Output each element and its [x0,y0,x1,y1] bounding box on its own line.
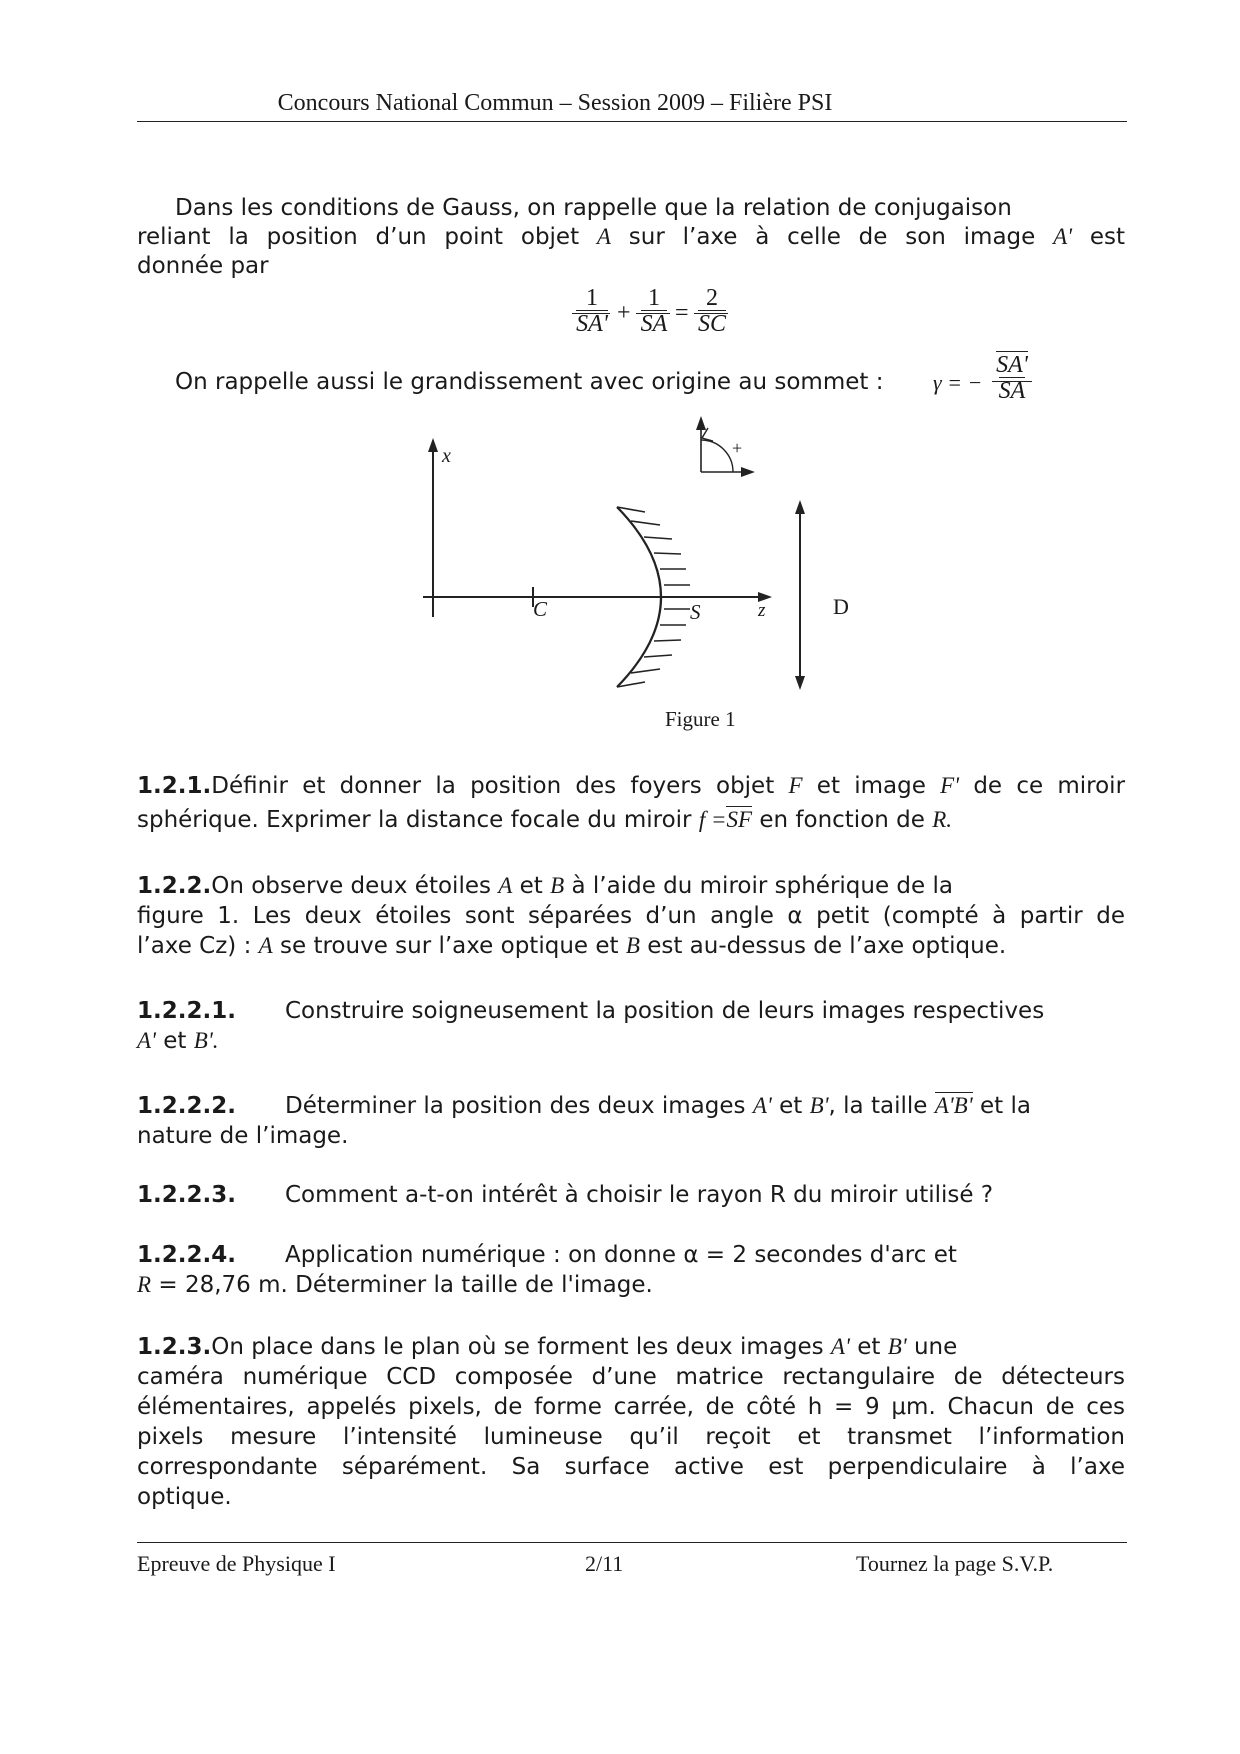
q121-text-d: sphérique. Exprimer la distance focale du miroir [137,807,692,833]
eq1-num2: 1 [648,285,660,311]
q1221-line-2 [137,1026,1125,1056]
figure-label-plus: + [732,438,743,458]
figure-label-s: S [690,600,701,624]
q121-number: 1.2.1. [137,773,212,799]
q121-text-c: de ce miroir [973,773,1126,799]
var-a: A [596,224,611,249]
x-axis-arrow [428,438,438,452]
q122-line-1 [137,871,1125,901]
q123-text-b: une [913,1334,958,1360]
intro-text-b: sur l’axe à celle de son image [628,224,1036,250]
q122-number: 1.2.2. [137,873,212,899]
var-f: F [788,773,803,798]
var-a-prime-1221: A' [137,1028,156,1053]
footer-left: Epreuve de Physique I [137,1551,336,1576]
q122-line-3 [137,931,1125,961]
var-b-prime-123: B' [887,1334,907,1359]
q121-text-a: Définir et donner la position des foyers objet [211,773,775,799]
mag-den: SA [998,378,1026,404]
var-a-prime-1222: A' [752,1093,772,1118]
q123-line-2: caméra numérique CCD composée d’une matrice rectangulaire de détecteurs [137,1364,1125,1390]
q123-line-6: optique. [137,1484,232,1510]
intro-text-a: reliant la position d’un point objet [137,224,580,250]
q1224-line-2 [137,1270,1125,1300]
d-arrow-bottom [795,676,805,690]
eq1-num3: 2 [706,285,718,311]
q1224-line-1 [137,1240,1125,1270]
q1224-text-a: Application numérique : on donne α = 2 secondes d'arc et [285,1242,957,1268]
q123-line-1 [137,1332,1125,1362]
footer-page-number: 2/11 [585,1551,624,1576]
page-header: Concours National Commun – Session 2009 – Filière PSI [277,90,833,116]
q123-line-5: correspondante séparément. Sa surface active est perpendiculaire à l’axe [137,1454,1125,1480]
figure-caption: Figure 1 [665,707,736,731]
var-f-prime: F' [940,773,960,798]
q121-text-e: en fonction de [759,807,925,833]
q122-and: et [519,873,543,899]
footer-rule [137,1542,1127,1543]
q123-line-4: pixels mesure l’intensité lumineuse qu’il reçoit et transmet l’information [137,1424,1125,1450]
sign-up-arrow [696,416,706,430]
q123-number: 1.2.3. [137,1334,212,1360]
mag-num: SA' [996,352,1028,378]
q1222-and: et [779,1093,803,1119]
var-b-prime-1222: B' [809,1093,829,1118]
intro-text-c: est [1089,224,1126,250]
q1222-text-a: Déterminer la position des deux images [285,1093,746,1119]
q1223-line-1 [137,1180,1125,1210]
q1221-line-1 [137,996,1125,1026]
intro-line-3: donnée par [137,253,269,279]
q121-line-1 [137,771,1125,801]
var-b-axis: B [625,933,640,958]
eq1-num1: 1 [586,285,598,311]
q122-text-c: l’axe Cz) : [137,933,252,959]
q1224-number: 1.2.2.4. [137,1242,236,1268]
sign-rotation-arc [701,440,733,472]
figure-label-x: x [442,445,451,467]
magnification-lhs: γ = − [933,370,983,395]
q122-text-d: se trouve sur l’axe optique et [280,933,619,959]
figure-label-z: z [758,600,766,621]
var-r-1224: R [137,1272,152,1297]
q1222-number: 1.2.2.2. [137,1093,236,1119]
focal-expr: f = [698,807,727,832]
q121-line-2 [137,805,1125,835]
q123-line-3: élémentaires, appelés pixels, de forme carrée, de côté h = 9 μm. Chacun de ces [137,1394,1125,1420]
q1224-text-b: = 28,76 m. Déterminer la taille de l'image. [158,1272,653,1298]
eq1-den2: SA [640,311,668,337]
footer-right: Tournez la page S.V.P. [856,1551,1054,1576]
var-b-star: B [550,873,565,898]
d-arrow-top [795,500,805,514]
q122-text-b: à l’aide du miroir sphérique de la [571,873,953,899]
var-a-prime: A' [1053,224,1073,249]
q1223-text: Comment a-t-on intérêt à choisir le rayon R du miroir utilisé ? [285,1182,994,1208]
var-a-star: A [498,873,513,898]
eq1-equals: = [675,300,689,326]
image-size-bar: A'B' [934,1093,973,1118]
q122-text-e: est au-dessus de l’axe optique. [647,933,1007,959]
q1222-line-2: nature de l’image. [137,1123,349,1149]
q122-line-2: figure 1. Les deux étoiles sont séparées d’un angle α petit (compté à partir de [137,903,1125,929]
q123-and: et [857,1334,881,1360]
q1222-text-b: , la taille [828,1093,928,1119]
var-r: R. [932,807,953,832]
q1222-line-1 [137,1091,1125,1121]
q1221-and: et [163,1028,187,1054]
q121-text-b: et image [816,773,926,799]
var-a-axis: A [258,933,273,958]
q1221-text: Construire soigneusement la position de leurs images respectives [285,998,1045,1024]
q1223-number: 1.2.2.3. [137,1182,236,1208]
figure-1-diagram [0,0,1240,760]
var-b-prime-1221: B'. [193,1028,219,1053]
focal-bar: SF [726,807,753,832]
figure-label-d: D [833,594,849,619]
q122-text-a: On observe deux étoiles [211,873,491,899]
magnification-text: On rappelle aussi le grandissement avec origine au sommet : [175,369,884,395]
q123-text-a: On place dans le plan où se forment les deux images [211,1334,824,1360]
figure-label-c: C [533,597,548,621]
eq1-plus: + [617,300,631,326]
eq1-den3: SC [697,311,726,337]
intro-line-1: Dans les conditions de Gauss, on rappelle que la relation de conjugaison [175,195,1012,221]
q1222-text-c: et la [979,1093,1031,1119]
var-a-prime-123: A' [830,1334,850,1359]
eq1-den1: SA' [576,311,608,337]
q1221-number: 1.2.2.1. [137,998,236,1024]
sign-right-arrow [741,467,755,477]
